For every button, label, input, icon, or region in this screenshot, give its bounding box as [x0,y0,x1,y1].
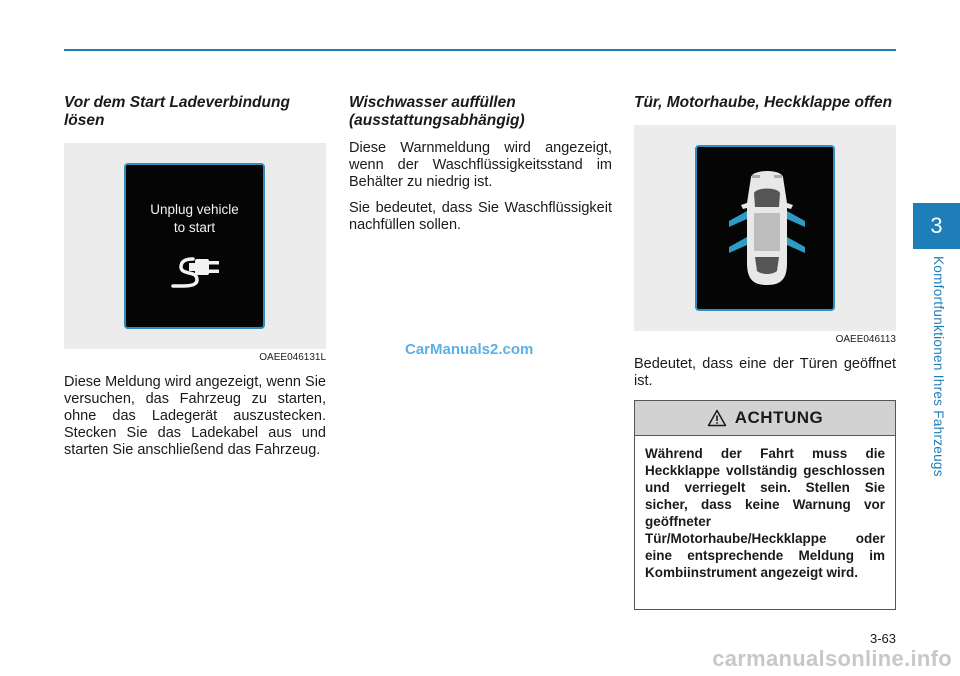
section-washer [349,94,612,234]
section-door-open [634,94,896,390]
section-body-1: Diese Warnmeldung wird angezeigt, wenn der Waschflüssigkeitsstand im Behälter zu niedrig ist. [349,140,612,190]
figure-unplug [64,143,326,349]
chapter-title: Komfortfunktionen Ihres Fahrzeugs [931,256,946,477]
figure-code: OAEE046113 [835,334,896,345]
section-body: Bedeutet, dass eine der Türen geöffnet ist. [634,356,896,389]
caution-header [635,401,895,436]
section-body-2: Sie bedeutet, dass Sie Waschflüssigkeit nachfüllen sollen. [349,200,612,233]
cluster-display [124,163,265,329]
watermark: CarManuals2.com [405,341,534,358]
caution-box [634,400,896,610]
caution-text: Während der Fahrt muss die Heckklappe vollständig geschlossen und verriegelt sein. Stellen Sie sicher, dass keine Warnung vor geöffneter Tür/Motorhaube/Heckklappe oder eine entsprechende Meldung im Kombiinstrument angezeigt wird. [645,446,885,580]
figure-code: OAEE046131L [259,352,326,363]
display-message-line2: to start [173,220,216,235]
top-rule [64,49,896,51]
page-number: 3-63 [869,631,896,646]
caution-title: ACHTUNG [734,408,824,427]
section-body: Diese Meldung wird angezeigt, wenn Sie versuchen, das Fahrzeug zu starten, ohne das Ladegerät auszustecken. Stecken Sie das Ladekabel aus und starten Sie anschließend das Fahrzeug. [64,374,326,458]
figure-door-open [634,125,896,331]
charging-plug-icon [171,249,223,289]
section-unplug [64,94,326,459]
warning-triangle-icon [707,409,727,427]
cluster-display [695,145,835,311]
chapter-tab: 3 [913,203,960,249]
footer-watermark: carmanualsonline.info [712,646,952,671]
display-message-line1: Unplug vehicle [150,202,239,217]
section-heading: Wischwasser auffüllen (ausstattungsabhängig) [349,94,525,129]
car-doors-open-icon [717,163,817,293]
section-heading: Vor dem Start Ladeverbindung lösen [64,94,290,129]
display-message [126,201,263,237]
section-heading: Tür, Motorhaube, Heckklappe offen [634,94,893,111]
